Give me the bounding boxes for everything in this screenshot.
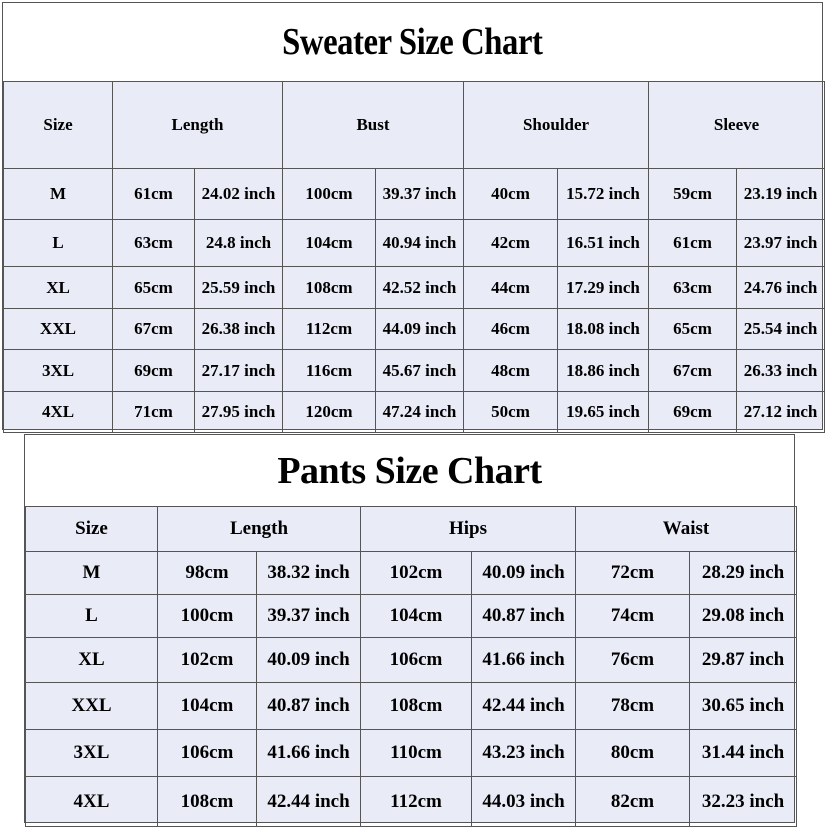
sleeve-cm-cell: 65cm <box>649 309 737 350</box>
waist-cm-cell: 80cm <box>576 730 690 777</box>
table-row <box>26 730 797 777</box>
table-row <box>4 267 825 309</box>
sweater-header-shoulder: Shoulder <box>464 82 649 169</box>
shoulder-cm-cell: 46cm <box>464 309 558 350</box>
shoulder-inch-cell: 16.51 inch <box>558 220 649 267</box>
table-row <box>4 392 825 433</box>
shoulder-inch-cell: 17.29 inch <box>558 267 649 309</box>
length-cm-cell: 100cm <box>158 595 257 638</box>
hips-cm-cell: 104cm <box>361 595 472 638</box>
waist-inch-cell: 29.87 inch <box>690 638 797 683</box>
hips-cm-cell: 108cm <box>361 683 472 730</box>
length-inch-cell: 27.17 inch <box>195 350 283 392</box>
sweater-header-row <box>4 82 825 169</box>
sweater-header-length: Length <box>113 82 283 169</box>
size-cell: 3XL <box>4 350 113 392</box>
length-inch-cell: 24.8 inch <box>195 220 283 267</box>
waist-inch-cell: 29.08 inch <box>690 595 797 638</box>
sweater-header-size: Size <box>4 82 113 169</box>
length-cm-cell: 63cm <box>113 220 195 267</box>
waist-cm-cell: 74cm <box>576 595 690 638</box>
bust-cm-cell: 104cm <box>283 220 376 267</box>
shoulder-cm-cell: 50cm <box>464 392 558 433</box>
table-row <box>26 777 797 827</box>
length-inch-cell: 39.37 inch <box>257 595 361 638</box>
sleeve-inch-cell: 23.97 inch <box>737 220 825 267</box>
length-cm-cell: 98cm <box>158 552 257 595</box>
length-cm-cell: 108cm <box>158 777 257 827</box>
size-cell: M <box>4 169 113 220</box>
pants-header-length: Length <box>158 507 361 552</box>
sleeve-inch-cell: 27.12 inch <box>737 392 825 433</box>
sweater-header-bust: Bust <box>283 82 464 169</box>
sleeve-inch-cell: 23.19 inch <box>737 169 825 220</box>
hips-cm-cell: 112cm <box>361 777 472 827</box>
sleeve-cm-cell: 61cm <box>649 220 737 267</box>
sleeve-cm-cell: 59cm <box>649 169 737 220</box>
bust-inch-cell: 45.67 inch <box>376 350 464 392</box>
length-cm-cell: 104cm <box>158 683 257 730</box>
table-row <box>4 309 825 350</box>
waist-inch-cell: 30.65 inch <box>690 683 797 730</box>
shoulder-inch-cell: 18.08 inch <box>558 309 649 350</box>
pants-header-row <box>26 507 797 552</box>
length-cm-cell: 65cm <box>113 267 195 309</box>
size-cell: 4XL <box>26 777 158 827</box>
length-cm-cell: 102cm <box>158 638 257 683</box>
sleeve-inch-cell: 26.33 inch <box>737 350 825 392</box>
bust-cm-cell: 120cm <box>283 392 376 433</box>
size-cell: L <box>4 220 113 267</box>
sweater-header-sleeve: Sleeve <box>649 82 825 169</box>
size-cell: L <box>26 595 158 638</box>
shoulder-cm-cell: 40cm <box>464 169 558 220</box>
pants-chart-title <box>25 435 794 507</box>
pants-header-size: Size <box>26 507 158 552</box>
size-cell: XL <box>26 638 158 683</box>
length-inch-cell: 24.02 inch <box>195 169 283 220</box>
sleeve-cm-cell: 63cm <box>649 267 737 309</box>
bust-inch-cell: 39.37 inch <box>376 169 464 220</box>
bust-cm-cell: 100cm <box>283 169 376 220</box>
size-cell: XXL <box>26 683 158 730</box>
hips-inch-cell: 41.66 inch <box>472 638 576 683</box>
length-cm-cell: 61cm <box>113 169 195 220</box>
table-row <box>4 350 825 392</box>
bust-inch-cell: 42.52 inch <box>376 267 464 309</box>
sweater-title-text: Sweater Size Chart <box>282 21 543 63</box>
table-row <box>4 169 825 220</box>
hips-inch-cell: 43.23 inch <box>472 730 576 777</box>
size-cell: 3XL <box>26 730 158 777</box>
hips-inch-cell: 40.87 inch <box>472 595 576 638</box>
table-row <box>26 683 797 730</box>
bust-cm-cell: 116cm <box>283 350 376 392</box>
waist-cm-cell: 76cm <box>576 638 690 683</box>
bust-inch-cell: 47.24 inch <box>376 392 464 433</box>
sweater-size-table <box>3 81 825 433</box>
bust-cm-cell: 108cm <box>283 267 376 309</box>
length-inch-cell: 38.32 inch <box>257 552 361 595</box>
waist-inch-cell: 32.23 inch <box>690 777 797 827</box>
pants-title-text: Pants Size Chart <box>277 449 542 492</box>
waist-inch-cell: 31.44 inch <box>690 730 797 777</box>
bust-inch-cell: 40.94 inch <box>376 220 464 267</box>
waist-inch-cell: 28.29 inch <box>690 552 797 595</box>
hips-cm-cell: 110cm <box>361 730 472 777</box>
hips-cm-cell: 106cm <box>361 638 472 683</box>
length-inch-cell: 42.44 inch <box>257 777 361 827</box>
table-row <box>26 552 797 595</box>
size-cell: XL <box>4 267 113 309</box>
size-cell: XXL <box>4 309 113 350</box>
sweater-chart-title <box>3 3 822 82</box>
length-inch-cell: 40.87 inch <box>257 683 361 730</box>
length-cm-cell: 67cm <box>113 309 195 350</box>
length-inch-cell: 41.66 inch <box>257 730 361 777</box>
hips-inch-cell: 42.44 inch <box>472 683 576 730</box>
length-cm-cell: 69cm <box>113 350 195 392</box>
hips-cm-cell: 102cm <box>361 552 472 595</box>
length-inch-cell: 26.38 inch <box>195 309 283 350</box>
sleeve-cm-cell: 67cm <box>649 350 737 392</box>
bust-cm-cell: 112cm <box>283 309 376 350</box>
waist-cm-cell: 72cm <box>576 552 690 595</box>
table-row <box>26 595 797 638</box>
pants-header-waist: Waist <box>576 507 797 552</box>
length-inch-cell: 40.09 inch <box>257 638 361 683</box>
length-cm-cell: 71cm <box>113 392 195 433</box>
table-row <box>4 220 825 267</box>
waist-cm-cell: 78cm <box>576 683 690 730</box>
shoulder-inch-cell: 19.65 inch <box>558 392 649 433</box>
hips-inch-cell: 40.09 inch <box>472 552 576 595</box>
waist-cm-cell: 82cm <box>576 777 690 827</box>
length-inch-cell: 25.59 inch <box>195 267 283 309</box>
pants-size-table <box>25 506 797 827</box>
sleeve-inch-cell: 24.76 inch <box>737 267 825 309</box>
shoulder-cm-cell: 48cm <box>464 350 558 392</box>
shoulder-inch-cell: 15.72 inch <box>558 169 649 220</box>
size-cell: 4XL <box>4 392 113 433</box>
length-inch-cell: 27.95 inch <box>195 392 283 433</box>
pants-header-hips: Hips <box>361 507 576 552</box>
sleeve-cm-cell: 69cm <box>649 392 737 433</box>
sleeve-inch-cell: 25.54 inch <box>737 309 825 350</box>
length-cm-cell: 106cm <box>158 730 257 777</box>
table-row <box>26 638 797 683</box>
size-cell: M <box>26 552 158 595</box>
sweater-size-chart <box>2 2 823 430</box>
hips-inch-cell: 44.03 inch <box>472 777 576 827</box>
pants-size-chart <box>24 434 795 823</box>
shoulder-cm-cell: 42cm <box>464 220 558 267</box>
shoulder-inch-cell: 18.86 inch <box>558 350 649 392</box>
shoulder-cm-cell: 44cm <box>464 267 558 309</box>
bust-inch-cell: 44.09 inch <box>376 309 464 350</box>
